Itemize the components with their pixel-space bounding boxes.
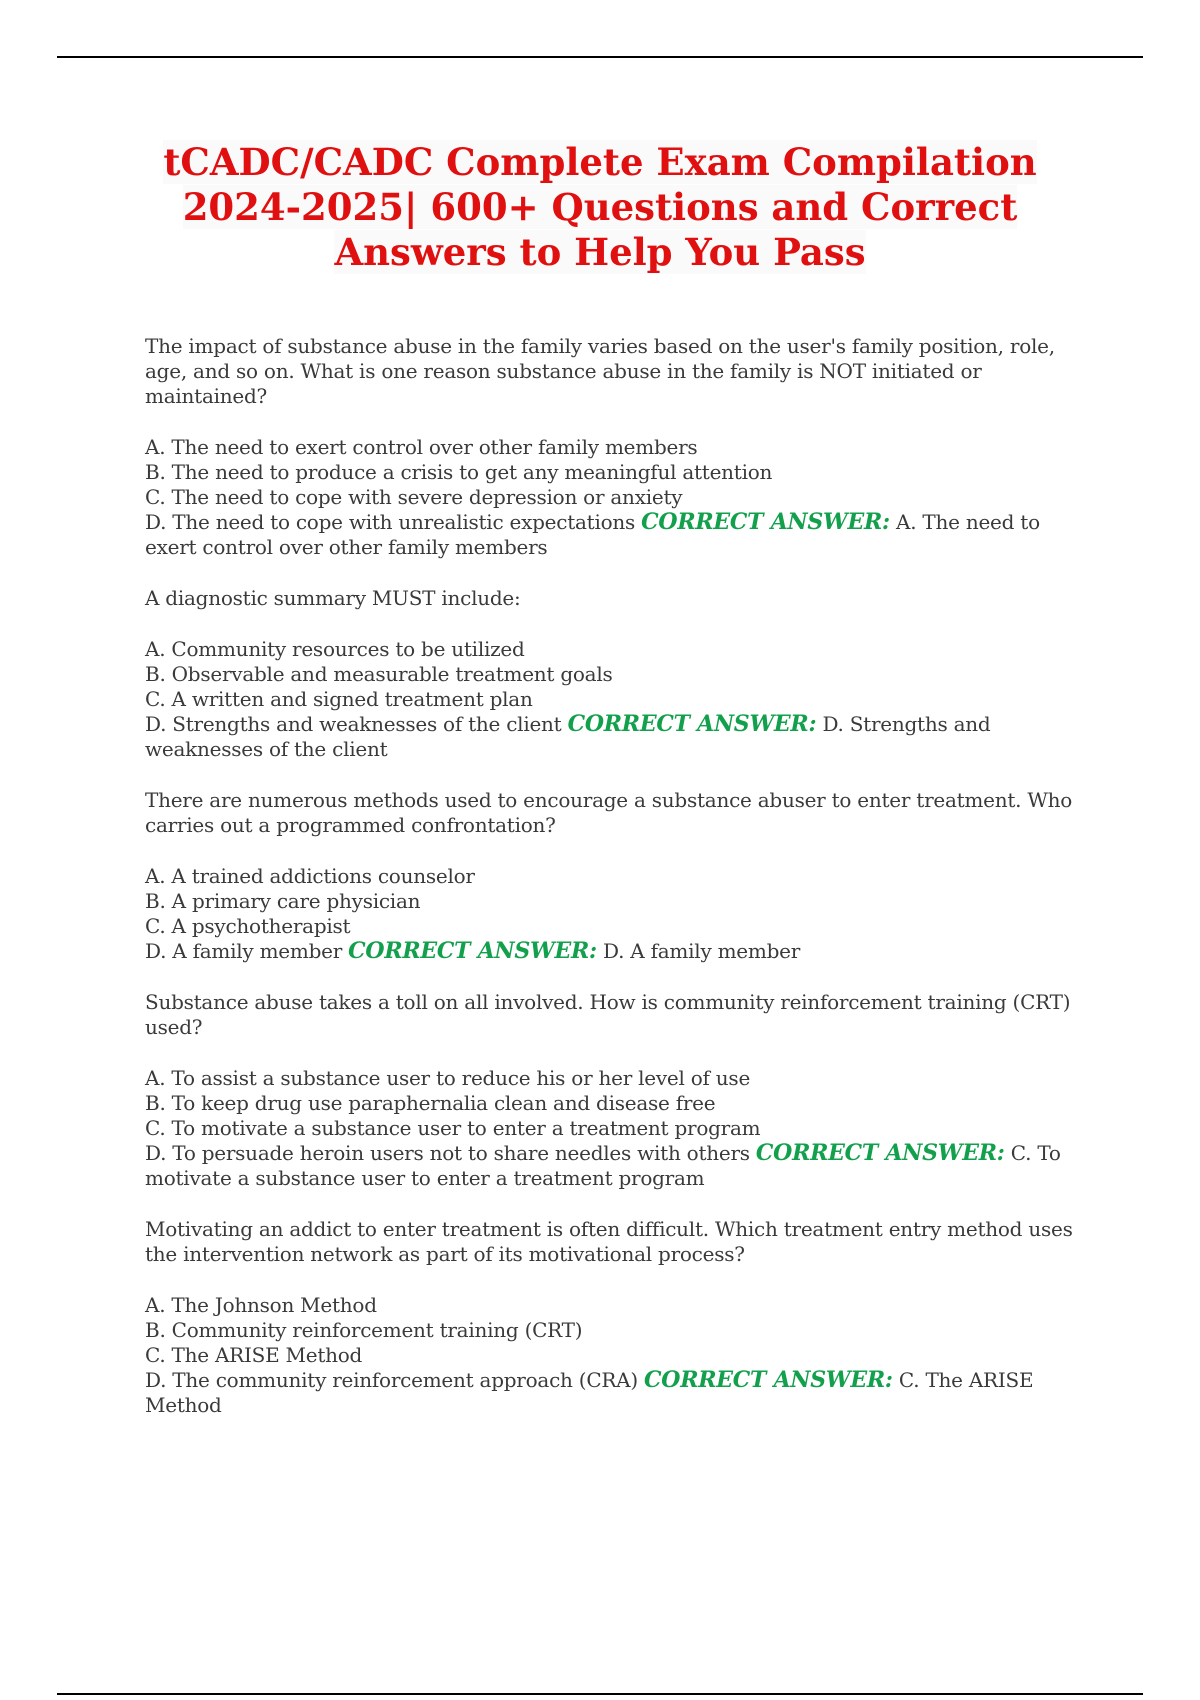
question-5 — [145, 1217, 1085, 1418]
option-a: A. The need to exert control over other family members — [145, 435, 698, 459]
option-b: B. To keep drug use paraphernalia clean and disease free — [145, 1091, 716, 1115]
correct-answer-text: C. The ARISE Method — [145, 1368, 1034, 1417]
option-c: C. The ARISE Method — [145, 1343, 363, 1367]
option-d: D. To persuade heroin users not to share needles with others — [145, 1141, 750, 1165]
option-a: A. The Johnson Method — [145, 1293, 377, 1317]
correct-answer-text: A. The need to exert control over other family members — [145, 510, 1040, 559]
option-d: D. The need to cope with unrealistic expectations — [145, 510, 636, 534]
correct-answer-text: D. A family member — [603, 939, 801, 963]
question-2 — [145, 586, 1085, 762]
question-text: The impact of substance abuse in the family varies based on the user's family position, role, age, and so on. What is one reason substance abuse in the family is NOT initiated or maintained? — [145, 334, 1055, 408]
question-text: A diagnostic summary MUST include: — [145, 586, 521, 610]
option-c: C. A written and signed treatment plan — [145, 687, 533, 711]
question-text: Motivating an addict to enter treatment is often difficult. Which treatment entry method uses the intervention network as part of its motivational process? — [145, 1217, 1073, 1266]
option-c: C. The need to cope with severe depression or anxiety — [145, 485, 683, 509]
option-d: D. Strengths and weaknesses of the client — [145, 712, 562, 736]
question-list — [145, 334, 1085, 1444]
correct-answer-text: D. Strengths and weaknesses of the client — [145, 712, 991, 761]
question-1 — [145, 334, 1085, 560]
question-3 — [145, 788, 1085, 964]
header-rule — [57, 56, 1143, 58]
correct-answer-label: CORRECT ANSWER: — [644, 1367, 893, 1393]
option-c: C. To motivate a substance user to enter a treatment program — [145, 1116, 761, 1140]
option-a: A. Community resources to be utilized — [145, 637, 525, 661]
footer-rule — [57, 1693, 1143, 1695]
correct-answer-label: CORRECT ANSWER: — [755, 1140, 1005, 1166]
option-c: C. A psychotherapist — [145, 914, 351, 938]
question-text: There are numerous methods used to encourage a substance abuser to enter treatment. Who carries out a programmed confrontation? — [145, 788, 1073, 837]
option-a: A. A trained addictions counselor — [145, 864, 475, 888]
option-d-with-answer — [145, 510, 1085, 560]
question-text: Substance abuse takes a toll on all involved. How is community reinforcement training (CRT) used? — [145, 990, 1071, 1039]
question-4 — [145, 990, 1085, 1191]
option-d-with-answer — [145, 712, 1085, 762]
option-b: B. Community reinforcement training (CRT) — [145, 1318, 583, 1342]
option-b: B. A primary care physician — [145, 889, 421, 913]
correct-answer-label: CORRECT ANSWER: — [567, 711, 817, 737]
option-a: A. To assist a substance user to reduce his or her level of use — [145, 1066, 751, 1090]
option-d: D. The community reinforcement approach (CRA) — [145, 1368, 638, 1392]
correct-answer-label: CORRECT ANSWER: — [348, 938, 597, 964]
option-b: B. Observable and measurable treatment goals — [145, 662, 613, 686]
option-d-with-answer — [145, 1141, 1085, 1191]
option-d-with-answer — [145, 939, 1085, 964]
correct-answer-text: C. To motivate a substance user to enter a treatment program — [145, 1141, 1061, 1190]
option-b: B. The need to produce a crisis to get any meaningful attention — [145, 460, 773, 484]
correct-answer-label: CORRECT ANSWER: — [641, 509, 890, 535]
document-title: tCADC/CADC Complete Exam Compilation 2024-2025| 600+ Questions and Correct Answers to Help You Pass — [163, 140, 1037, 274]
option-d-with-answer — [145, 1368, 1085, 1418]
option-d: D. A family member — [145, 939, 343, 963]
